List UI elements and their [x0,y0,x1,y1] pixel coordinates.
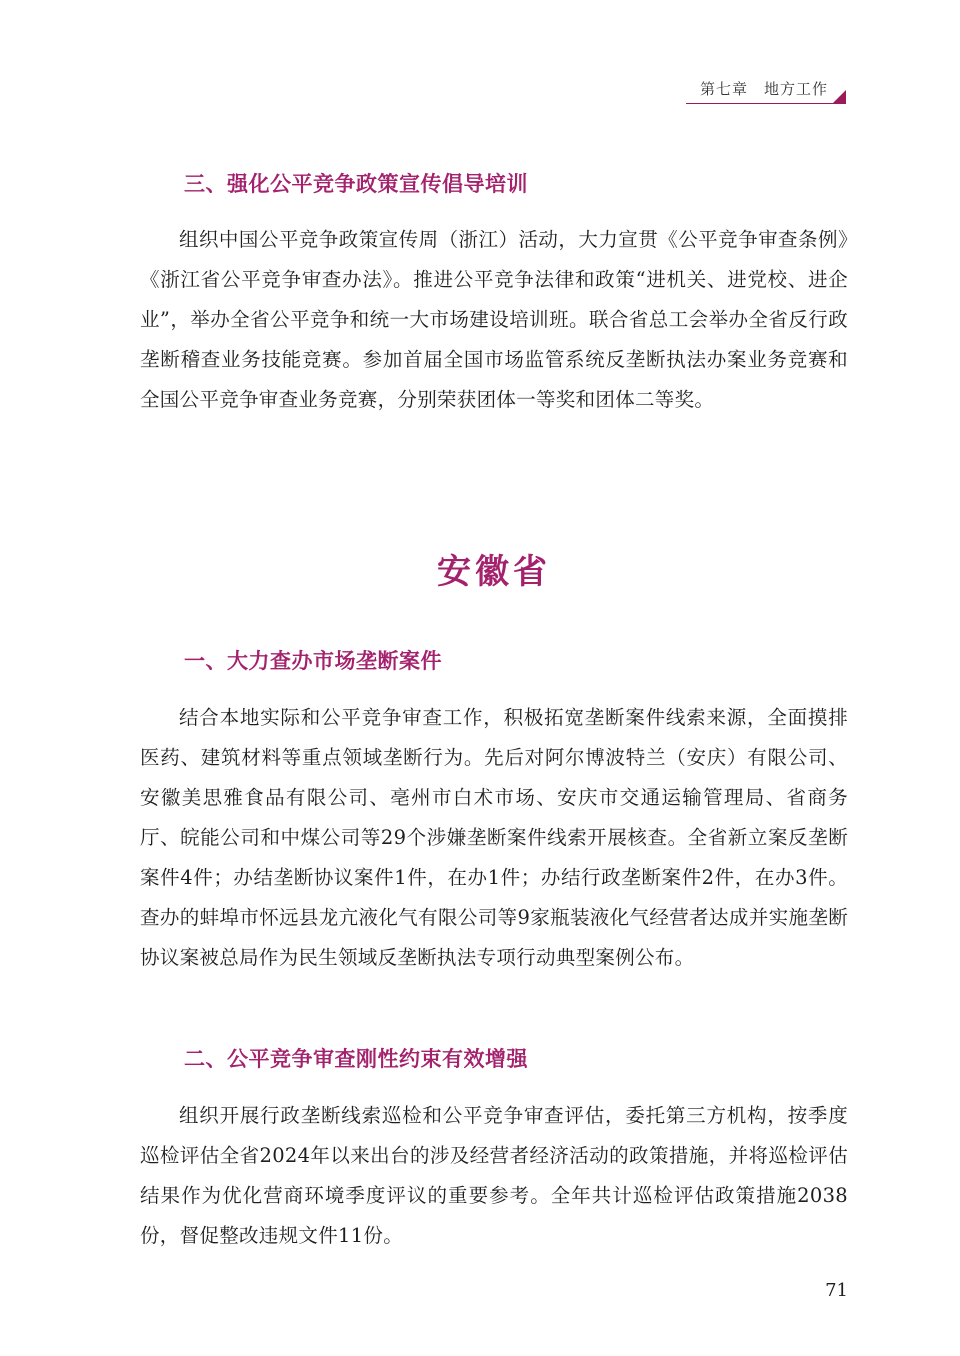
section-paragraph-a1: 结合本地实际和公平竞争审查工作，积极拓宽垄断案件线索来源，全面摸排医药、建筑材料等重点领域垄断行为。先后对阿尔博波特兰（安庆）有限公司、安徽美思雅食品有限公司、亳州市白术市场、安庆市交通运输管理局、省商务厅、皖能公司和中煤公司等29个涉嫌垄断案件线索开展核查。全省新立案反垄断案件4件；办结垄断协议案件1件，在办1件；办结行政垄断案件2件，在办3件。查办的蚌埠市怀远县龙亢液化气有限公司等9家瓶装液化气经营者达成并实施垄断协议案被总局作为民生领域反垄断执法专项行动典型案例公布。 [140,706,848,969]
page-number: 71 [825,1280,848,1301]
section-heading-a2: 二、公平竞争审查刚性约束有效增强 [184,1046,528,1071]
section-heading-s3: 三、强化公平竞争政策宣传倡导培训 [184,171,528,196]
header-corner-mark [832,90,846,104]
chapter-title: 第七章 地方工作 [699,80,828,98]
province-title: 安徽省 [437,552,551,592]
section-paragraph-a2: 组织开展行政垄断线索巡检和公平竞争审查评估，委托第三方机构，按季度巡检评估全省2024年以来出台的涉及经营者经济活动的政策措施，并将巡检评估结果作为优化营商环境季度评议的重要参考。全年共计巡检评估政策措施2038份，督促整改违规文件11份。 [140,1104,848,1247]
header-rule [686,103,834,104]
section-heading-a1: 一、大力查办市场垄断案件 [184,648,442,673]
running-header [686,76,846,104]
section-paragraph-s3: 组织中国公平竞争政策宣传周（浙江）活动，大力宣贯《公平竞争审查条例》《浙江省公平竞争审查办法》。推进公平竞争法律和政策“进机关、进党校、进企业”，举办全省公平竞争和统一大市场建设培训班。联合省总工会举办全省反行政垄断稽查业务技能竞赛。参加首届全国市场监管系统反垄断执法办案业务竞赛和全国公平竞争审查业务竞赛，分别荣获团体一等奖和团体二等奖。 [140,228,848,411]
